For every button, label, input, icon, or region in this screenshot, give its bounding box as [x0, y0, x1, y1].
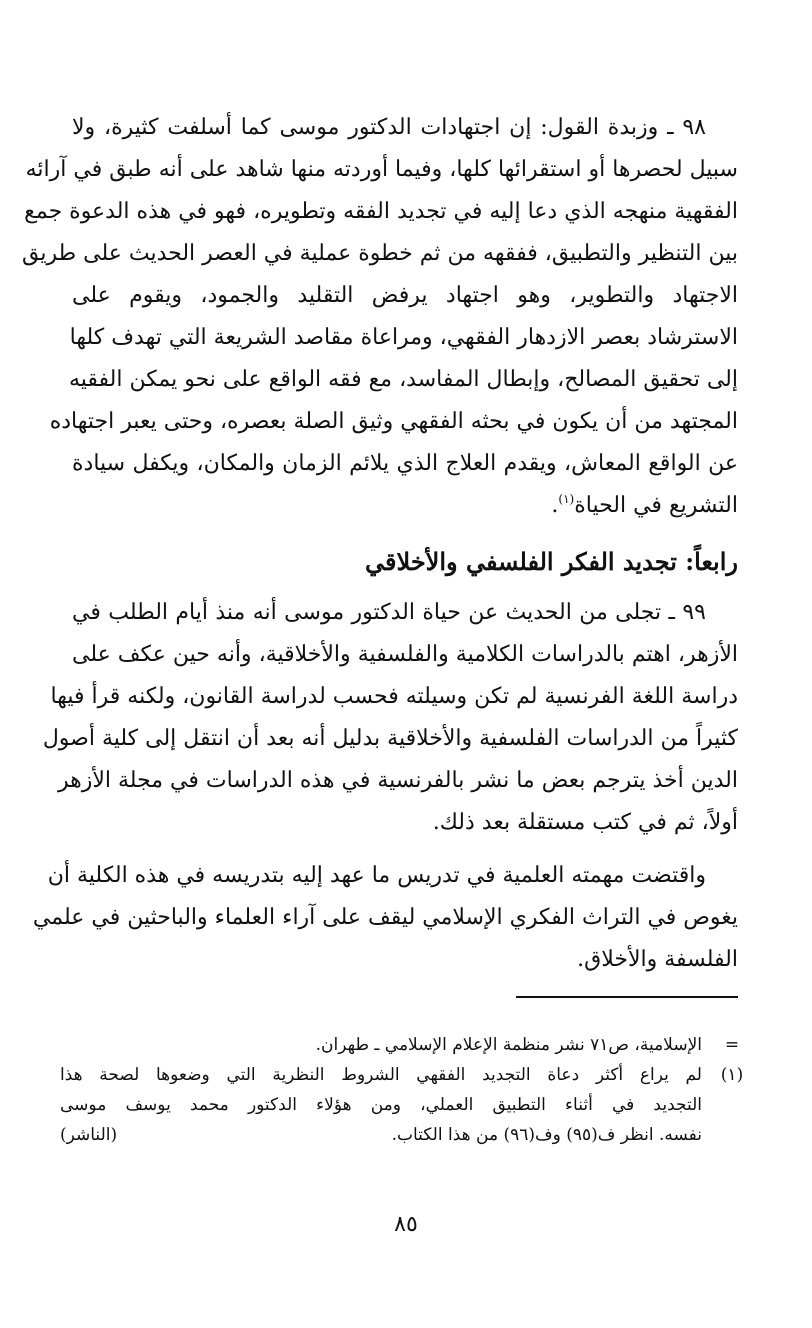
- footnote-1-marker: (١): [720, 1065, 744, 1085]
- footnote-reference[interactable]: (١): [558, 492, 575, 506]
- publisher-attribution: (الناشر): [60, 1125, 118, 1145]
- paragraph-line: الاسترشاد بعصر الازدهار الفقهي، ومراعاة مقاصد الشريعة التي تهدف كلها: [69, 325, 738, 350]
- paragraph-line: ٩٩ ـ تجلى من الحديث عن حياة الدكتور موسى أنه منذ أيام الطلب في: [72, 600, 706, 625]
- paragraph-line: الدين أخذ يترجم بعض ما نشر بالفرنسية في هذه الدراسات في مجلة الأزهر: [57, 768, 738, 793]
- paragraph-line: يغوص في التراث الفكري الإسلامي ليقف على آراء العلماء والباحثين في علمي: [32, 905, 738, 930]
- paragraph-line: إلى تحقيق المصالح، وإبطال المفاسد، مع فقه الواقع على نحو يمكن الفقيه: [68, 367, 738, 392]
- paragraph-last-line: الفلسفة والأخلاق.: [577, 947, 738, 972]
- footnote-text: التجديد في أثناء التطبيق العملي، ومن هؤلاء الدكتور محمد يوسف موسى: [60, 1095, 702, 1115]
- page-number: ٨٥: [394, 1212, 418, 1237]
- paragraph-continuation: [32, 855, 738, 981]
- paragraph-last-line: [72, 485, 738, 527]
- paragraph-line: ٩٨ ـ وزبدة القول: إن اجتهادات الدكتور موسى كما أسلفت كثيرة، ولا: [72, 115, 706, 140]
- paragraph-99: [42, 592, 738, 844]
- continuation-marker: =: [724, 1035, 740, 1055]
- footnotes: [60, 1030, 750, 1150]
- paragraph-line: سبيل لحصرها أو استقرائها كلها، وفيما أوردته منها شاهد على أنه طبق في آرائه: [25, 157, 738, 182]
- paragraph-line: كثيراً من الدراسات الفلسفية والأخلاقية بدليل أنه بعد أن انتقل إلى كلية أصول: [42, 726, 738, 751]
- paragraph-line: الفقهية منهجه الذي دعا إليه في تجديد الفقه وتطويره، فهو في هذه الدعوة جمع: [24, 199, 738, 224]
- footnote-1-line: [60, 1060, 750, 1090]
- paragraph-line: عن الواقع المعاش، ويقدم العلاج الذي يلائم الزمان والمكان، ويكفل سيادة: [72, 451, 738, 476]
- footnote-continuation: [60, 1030, 750, 1060]
- footnote-separator: [516, 996, 738, 998]
- section-heading: رابعاً: تجديد الفكر الفلسفي والأخلاقي: [365, 547, 738, 576]
- paragraph-line: واقتضت مهمته العلمية في تدريس ما عهد إليه بتدريسه في هذه الكلية أن: [47, 863, 706, 888]
- sentence-end: .: [551, 493, 559, 518]
- paragraph-last-line: أولاً، ثم في كتب مستقلة بعد ذلك.: [432, 810, 738, 835]
- footnote-text: الإسلامية، ص٧١ نشر منظمة الإعلام الإسلامي ـ طهران.: [315, 1035, 702, 1055]
- paragraph-line: بين التنظير والتطبيق، ففقهه من ثم خطوة عملية في العصر الحديث على طريق: [22, 241, 738, 266]
- footnote-1-line: [60, 1090, 750, 1120]
- footnote-text: لم يراع أكثر دعاة التجديد الفقهي الشروط النظرية التي وضعوها لصحة هذا: [60, 1065, 702, 1085]
- footnote-text: نفسه. انظر ف(٩٥) وف(٩٦) من هذا الكتاب.: [391, 1125, 702, 1145]
- paragraph-line: الأزهر، اهتم بالدراسات الكلامية والفلسفية والأخلاقية، وأنه حين عكف على: [72, 642, 738, 667]
- paragraph-98: [22, 107, 738, 527]
- paragraph-line: المجتهد من أن يكون في بحثه الفقهي وثيق الصلة بعصره، وحتى يعبر اجتهاده: [49, 409, 738, 434]
- paragraph-line: دراسة اللغة الفرنسية لم تكن وسيلته فحسب لدراسة القانون، ولكنه قرأ فيها: [50, 684, 738, 709]
- paragraph-line: الاجتهاد والتطوير، وهو اجتهاد يرفض التقليد والجمود، ويقوم على: [72, 283, 738, 308]
- footnote-1-line: [60, 1120, 750, 1150]
- paragraph-line-text: التشريع في الحياة: [574, 493, 738, 518]
